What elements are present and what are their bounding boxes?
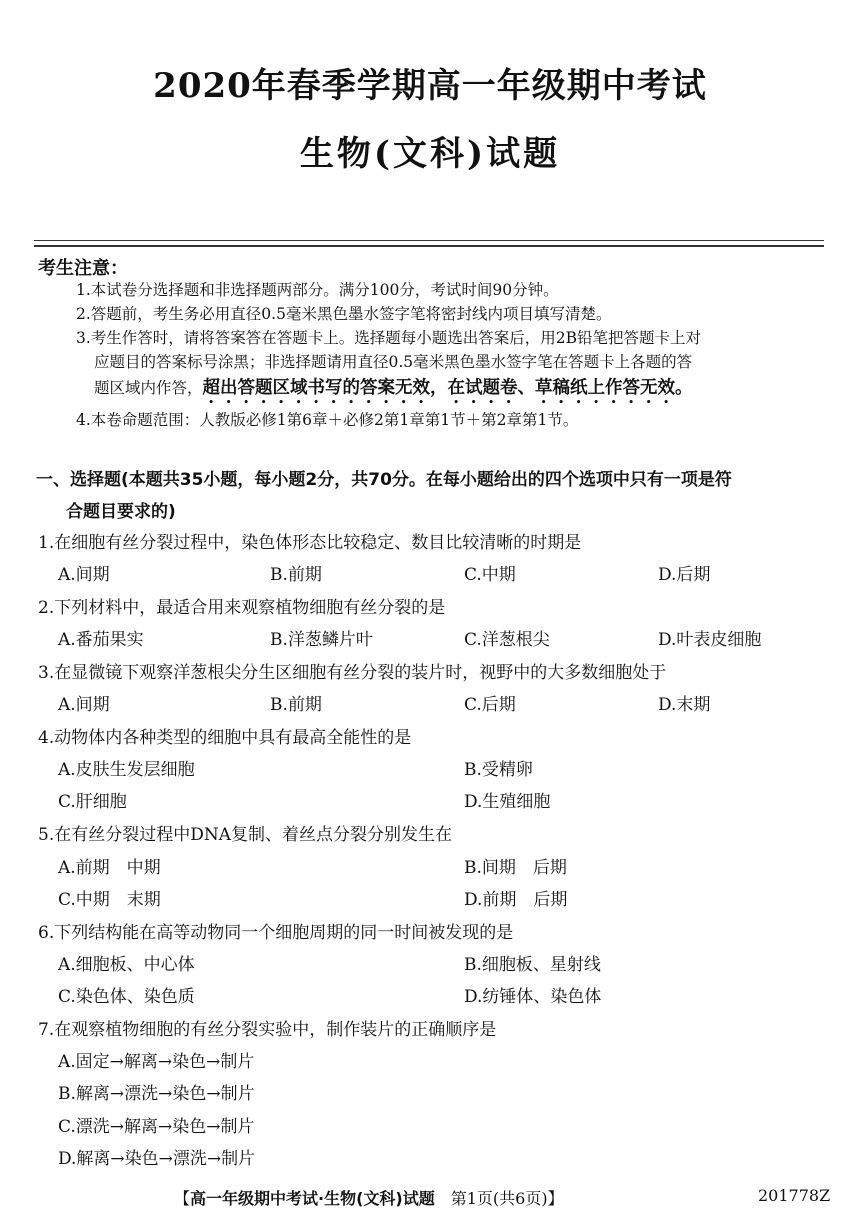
- divider-thick: [34, 245, 824, 247]
- notice-item-3-line-2: 应题目的答案标号涂黑；非选择题请用直径0.5毫米黑色墨水签字笔在答题卡上各题的答: [94, 353, 693, 371]
- divider-thin: [34, 240, 824, 241]
- question-1-option-c: C.中期: [464, 565, 516, 585]
- question-1-option-a: A.间期: [58, 565, 110, 585]
- question-5-stem: 5.在有丝分裂过程中DNA复制、着丝点分裂分别发生在: [38, 825, 453, 845]
- question-6-option-b: B.细胞板、星射线: [464, 955, 601, 975]
- question-4-option-b: B.受精卵: [464, 760, 533, 780]
- exam-title: 2020年春季学期高一年级期中考试: [153, 66, 707, 106]
- footer-bracket-left: 【: [174, 1189, 191, 1208]
- question-7-option-d: D.解离→染色→漂洗→制片: [58, 1149, 256, 1169]
- question-7-option-a: A.固定→解离→染色→制片: [58, 1052, 255, 1072]
- question-1-option-b: B.前期: [270, 565, 322, 585]
- question-5-option-b: B.间期 后期: [464, 858, 567, 878]
- question-3-stem: 3.在显微镜下观察洋葱根尖分生区细胞有丝分裂的装片时，视野中的大多数细胞处于: [38, 663, 667, 683]
- notice-item-3: 3.考生作答时，请将答案答在答题卡上。选择题每小题选出答案后，用2B铅笔把答题卡上对: [76, 329, 702, 347]
- footer-bracket-right: 】: [547, 1189, 564, 1208]
- footer-exam-name: 高一年级期中考试·生物(文科)试题: [190, 1189, 435, 1208]
- question-4-option-a: A.皮肤生发层细胞: [58, 760, 195, 780]
- notice-item-2: 2.答题前，考生务必用直径0.5毫米黑色墨水签字笔将密封线内项目填写清楚。: [76, 305, 612, 323]
- notice-item-3-text: 题区域内作答，: [94, 379, 203, 397]
- question-7-option-b: B.解离→漂洗→染色→制片: [58, 1084, 255, 1104]
- question-3-option-c: C.后期: [464, 695, 516, 715]
- section-heading: 一、选择题(本题共35小题，每小题2分，共70分。在每小题给出的四个选项中只有一项是符: [36, 470, 732, 490]
- question-7-stem: 7.在观察植物细胞的有丝分裂实验中，制作装片的正确顺序是: [38, 1020, 497, 1040]
- question-4-option-c: C.肝细胞: [58, 792, 127, 812]
- question-3-option-b: B.前期: [270, 695, 322, 715]
- question-2-option-d: D.叶表皮细胞: [658, 630, 762, 650]
- question-3-option-a: A.间期: [58, 695, 110, 715]
- question-6-option-a: A.细胞板、中心体: [58, 955, 195, 975]
- section-heading-cont: 合题目要求的): [66, 502, 176, 522]
- footer-center: [174, 1186, 564, 1209]
- question-5-option-a: A.前期 中期: [58, 858, 161, 878]
- notice-item-1: 1.本试卷分选择题和非选择题两部分。满分100分，考试时间90分钟。: [76, 281, 559, 299]
- question-1-option-d: D.后期: [658, 565, 711, 585]
- notice-item-4: 4.本卷命题范围：人教版必修1第6章＋必修2第1章第1节＋第2章第1节。: [76, 411, 579, 429]
- question-6-option-d: D.纺锤体、染色体: [464, 987, 602, 1007]
- question-6-option-c: C.染色体、染色质: [58, 987, 195, 1007]
- footer-page-number: 第1页(共6页): [434, 1189, 548, 1208]
- footer-code: 201778Z: [758, 1186, 831, 1205]
- question-7-option-c: C.漂洗→解离→染色→制片: [58, 1117, 255, 1137]
- notice-item-3-line-3: [94, 376, 693, 408]
- question-2-option-a: A.番茄果实: [58, 630, 144, 650]
- exam-subtitle: 生物(文科)试题: [299, 134, 561, 174]
- question-1-stem: 1.在细胞有丝分裂过程中，染色体形态比较稳定、数目比较清晰的时期是: [38, 533, 582, 553]
- notice-heading: 考生注意：: [38, 258, 128, 279]
- question-2-option-b: B.洋葱鳞片叶: [270, 630, 373, 650]
- question-4-option-d: D.生殖细胞: [464, 792, 551, 812]
- notice-warning: 超出答题区域书写的答案无效，在试题卷、草稿纸上作答无效。: [202, 378, 693, 398]
- question-4-stem: 4.动物体内各种类型的细胞中具有最高全能性的是: [38, 728, 412, 748]
- question-2-option-c: C.洋葱根尖: [464, 630, 550, 650]
- question-5-option-d: D.前期 后期: [464, 890, 568, 910]
- question-2-stem: 2.下列材料中，最适合用来观察植物细胞有丝分裂的是: [38, 598, 446, 618]
- question-5-option-c: C.中期 末期: [58, 890, 161, 910]
- question-3-option-d: D.末期: [658, 695, 711, 715]
- question-6-stem: 6.下列结构能在高等动物同一个细胞周期的同一时间被发现的是: [38, 923, 514, 943]
